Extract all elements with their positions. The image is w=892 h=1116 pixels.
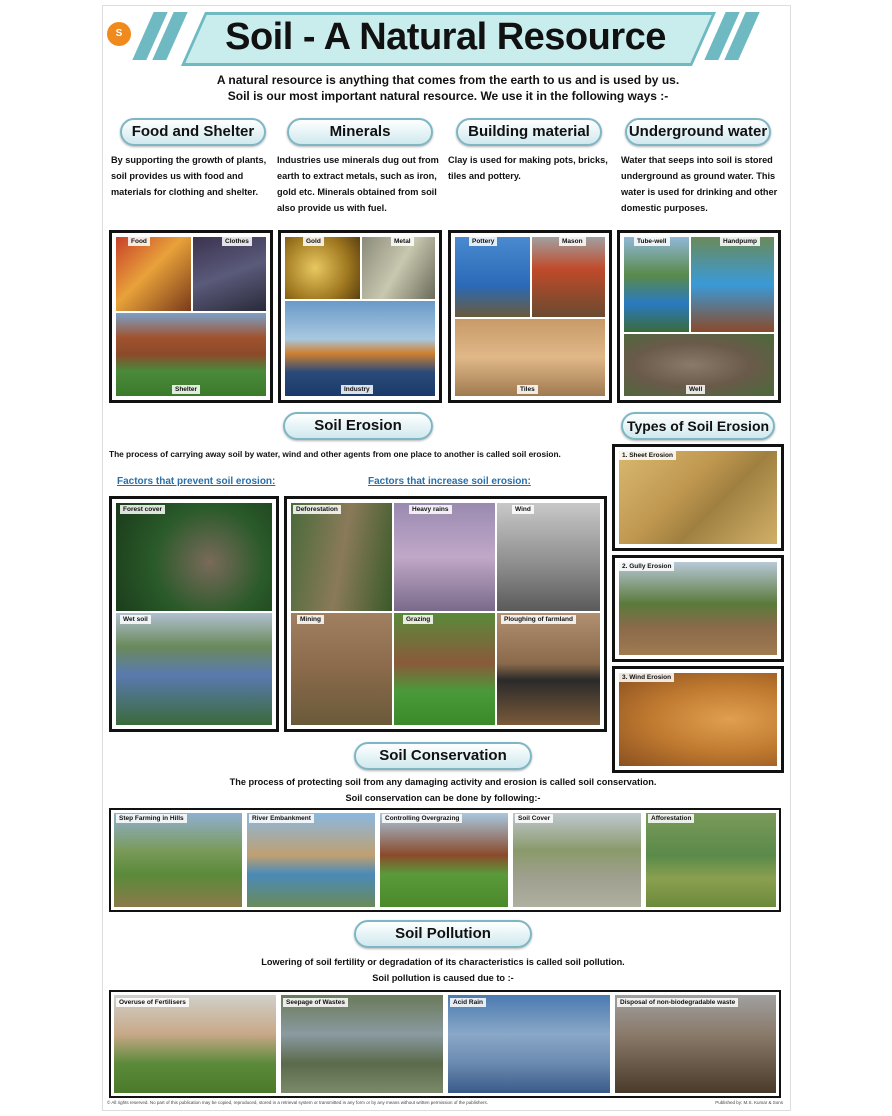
label-heavy-rains: Heavy rains — [409, 505, 452, 514]
label-acid-rain: Acid Rain — [450, 998, 486, 1007]
pollution-line-2: Soil pollution is caused due to :- — [372, 973, 514, 983]
label-step-farming: Step Farming in Hills — [116, 814, 187, 823]
publisher-credit: Published by: M.S. Kumar & Sons — [715, 1100, 783, 1105]
label-industry: Industry — [341, 385, 373, 394]
label-tube-well: Tube-well — [634, 237, 670, 246]
intro-line-2: Soil is our most important natural resource. We use it in the following ways :- — [227, 89, 669, 103]
heading-soil-conservation: Soil Conservation — [354, 742, 532, 770]
desc-minerals: Industries use minerals dug out from earth to extract metals, such as iron, gold etc. Minerals obtained from soil also provide us with fuel. — [277, 155, 439, 213]
image-tube-well — [624, 237, 689, 332]
desc-underground-water: Water that seeps into soil is stored underground as ground water. This water is used for drinking and other domestic purposes. — [621, 155, 778, 213]
label-mining: Mining — [297, 615, 324, 624]
label-wind: Wind — [512, 505, 534, 514]
image-clothes — [193, 237, 266, 311]
image-metal — [362, 237, 435, 299]
label-wet-soil: Wet soil — [120, 615, 151, 624]
label-gold: Gold — [303, 237, 324, 246]
prevent-factors-heading: Factors that prevent soil erosion: — [117, 476, 276, 487]
image-sheet-erosion — [619, 451, 777, 544]
label-pottery: Pottery — [469, 237, 497, 246]
conservation-line-1: The process of protecting soil from any damaging activity and erosion is called soil conservation. — [229, 777, 657, 787]
image-acid-rain — [448, 995, 610, 1093]
label-gully-erosion: 2. Gully Erosion — [619, 562, 674, 571]
label-overuse-of-fertilisers: Overuse of Fertilisers — [116, 998, 189, 1007]
desc-food-and-shelter: By supporting the growth of plants, soil provides us with food and materials for clothing and shelter. — [111, 155, 267, 197]
heading-underground-water: Underground water — [625, 118, 771, 146]
heading-soil-pollution: Soil Pollution — [354, 920, 532, 948]
image-pottery — [455, 237, 530, 317]
label-forest-cover: Forest cover — [120, 505, 165, 514]
heading-soil-erosion: Soil Erosion — [283, 412, 433, 440]
copyright-notice: © All rights reserved. No part of this publication may be copied, reproduced, stored in a retrieval system or transmitted in any form or by any means without written permission of the publishers. — [107, 1100, 488, 1105]
image-grazing — [394, 613, 495, 725]
heading-types-of-soil-erosion: Types of Soil Erosion — [621, 412, 775, 440]
image-soil-cover — [513, 813, 641, 907]
label-non-biodegradable-waste: Disposal of non-biodegradable waste — [617, 998, 738, 1007]
label-handpump: Handpump — [720, 237, 760, 246]
image-heavy-rains — [394, 503, 495, 611]
label-seepage-of-wastes: Seepage of Wastes — [283, 998, 348, 1007]
intro-line-1: A natural resource is anything that comes from the earth to us and is used by us. — [216, 73, 680, 87]
label-metal: Metal — [391, 237, 414, 246]
label-river-embankment: River Embankment — [249, 814, 314, 823]
label-shelter: Shelter — [172, 385, 200, 394]
pollution-line-1: Lowering of soil fertility or degradation of its characteristics is called soil pollution. — [261, 957, 625, 967]
pollution-strip — [109, 990, 781, 1098]
label-clothes: Clothes — [222, 237, 252, 246]
conservation-line-2: Soil conservation can be done by following:- — [345, 793, 541, 803]
photo-building-material — [448, 230, 612, 403]
publisher-logo: S — [107, 22, 131, 46]
label-sheet-erosion: 1. Sheet Erosion — [619, 451, 676, 460]
poster — [103, 6, 790, 1110]
poster-title: Soil - A Natural Resource — [225, 16, 666, 58]
heading-food-and-shelter: Food and Shelter — [120, 118, 266, 146]
label-deforestation: Deforestation — [293, 505, 341, 514]
image-overuse-of-fertilisers — [114, 995, 276, 1093]
label-mason: Mason — [559, 237, 586, 246]
image-ploughing — [497, 613, 600, 725]
image-gully-erosion — [619, 562, 777, 655]
image-wind — [497, 503, 600, 611]
increase-factors-heading: Factors that increase soil erosion: — [368, 476, 531, 487]
photo-underground-water — [617, 230, 781, 403]
image-afforestation — [646, 813, 776, 907]
heading-building-material: Building material — [456, 118, 602, 146]
label-well: Well — [686, 385, 705, 394]
image-non-biodegradable-waste — [615, 995, 776, 1093]
label-tiles: Tiles — [517, 385, 538, 394]
heading-minerals: Minerals — [287, 118, 433, 146]
label-afforestation: Afforestation — [648, 814, 694, 823]
photo-minerals — [278, 230, 442, 403]
image-mason — [532, 237, 605, 317]
photo-increase-erosion — [284, 496, 607, 732]
label-controlling-overgrazing: Controlling Overgrazing — [382, 814, 462, 823]
image-forest-cover — [116, 503, 272, 611]
image-seepage-of-wastes — [281, 995, 443, 1093]
photo-sheet-erosion — [612, 444, 784, 551]
image-shelter — [116, 313, 266, 396]
image-deforestation — [291, 503, 392, 611]
image-gold — [285, 237, 360, 299]
label-food: Food — [128, 237, 150, 246]
label-wind-erosion: 3. Wind Erosion — [619, 673, 674, 682]
image-controlling-overgrazing — [380, 813, 508, 907]
conservation-strip — [109, 808, 781, 912]
title-banner — [103, 10, 790, 68]
image-wind-erosion — [619, 673, 777, 766]
desc-building-material: Clay is used for making pots, bricks, tiles and pottery. — [448, 155, 608, 181]
pollution-definition — [143, 954, 743, 986]
image-step-farming — [114, 813, 242, 907]
intro-text — [163, 72, 733, 104]
photo-food-and-shelter — [109, 230, 273, 403]
image-wet-soil — [116, 613, 272, 725]
image-handpump — [691, 237, 774, 332]
image-industry — [285, 301, 435, 396]
erosion-definition: The process of carrying away soil by water, wind and other agents from one place to another is called soil erosion. — [109, 449, 561, 459]
image-river-embankment — [247, 813, 375, 907]
photo-wind-erosion — [612, 666, 784, 773]
conservation-definition — [143, 774, 743, 806]
label-grazing: Grazing — [403, 615, 433, 624]
label-ploughing: Ploughing of farmland — [501, 615, 576, 624]
photo-gully-erosion — [612, 555, 784, 662]
image-food — [116, 237, 191, 311]
photo-prevent-erosion — [109, 496, 279, 732]
label-soil-cover: Soil Cover — [515, 814, 553, 823]
image-mining — [291, 613, 392, 725]
